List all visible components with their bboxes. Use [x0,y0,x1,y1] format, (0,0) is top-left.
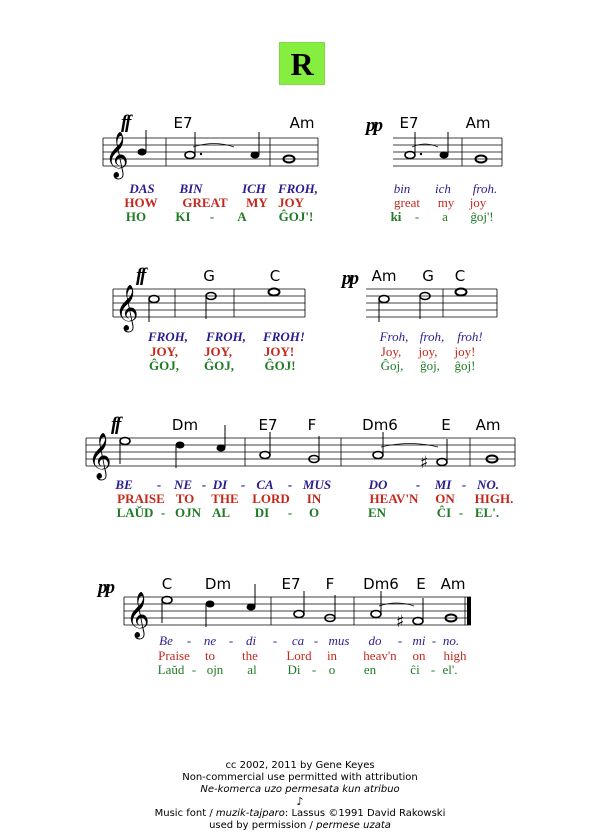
lyric-epo: LAŬD [116,505,154,520]
lyric-eo: NE [173,477,193,492]
lyric-en: THE [211,491,239,506]
lyric-eo: - [272,633,278,648]
lyric-en: joy, [418,344,438,359]
lyric-eo: - [186,633,192,648]
lyric-epo: el'. [442,662,458,677]
lyric-eo: FROH, [205,329,247,344]
lyric-epo: Di [287,662,301,677]
lyric-epo: O [308,505,320,520]
lyric-en: JOY, [149,344,179,359]
chord-symbol: Am [371,267,397,285]
dynamic-fortissimo: ff [111,414,120,435]
lyric-epo: ĝoj! [454,358,476,373]
lyric-eo: no. [442,633,460,648]
lyric-eo: - [287,477,293,492]
lyric-eo: NO. [476,477,500,492]
lyric-epo: - [209,209,215,224]
section-letter-badge: R [279,42,325,85]
lyric-epo: Laŭd [157,662,185,677]
chord-symbol: G [422,267,434,285]
lyric-eo: ca [291,633,305,648]
chord-symbol: E [416,575,426,593]
chord-symbol: E [441,416,451,434]
chord-symbol: C [269,267,281,285]
chord-symbol: Dm [204,575,232,593]
lyric-en: JOY [278,195,304,210]
lyric-en: IN [306,491,322,506]
lyric-epo: al [247,662,257,677]
dynamic-pianissimo: pp [98,577,113,598]
lyric-eo: Be [159,633,173,648]
lyric-eo: - [461,477,467,492]
lyric-eo: DI [212,477,228,492]
lyric-epo: ĝoj, [420,358,440,373]
treble-clef-icon: 𝄞 [126,592,150,638]
lyric-en: PRAISE [117,491,165,506]
lyric-eo: - [156,477,162,492]
copyright-line: cc 2002, 2011 by Gene Keyes [225,760,375,771]
lyric-en: heav'n [363,648,397,663]
lyric-en: LORD [252,491,290,506]
lyric-eo: - [201,477,207,492]
sharp-icon: ♯ [396,612,405,632]
lyric-eo: FROH, [277,181,319,196]
final-barline [467,597,471,625]
lyric-epo: - [191,662,197,677]
dynamic-fortissimo: ff [121,112,130,133]
chord-symbol: C [161,575,173,593]
lyric-eo: Froh, [379,329,409,344]
lyric-en: to [204,648,216,663]
lyric-en: Lord [286,648,312,663]
permission-line: used by permission / permese uzata [209,820,391,831]
chord-symbol: Am [475,416,501,434]
sharp-icon: ♯ [420,453,429,473]
lyric-eo: BE [115,477,133,492]
lyric-eo: FROH! [263,329,305,344]
lyric-epo: ĜOJ, [149,358,179,373]
lyric-en: great [394,195,420,210]
license-line: Non-commercial use permitted with attribution [182,772,418,783]
lyric-epo: ĈI [436,505,452,520]
lyric-eo: mus [328,633,350,648]
lyric-en: ON [435,491,455,506]
chord-symbol: G [203,267,215,285]
lyric-en: the [242,648,258,663]
lyric-en: GREAT [182,195,228,210]
lyric-epo: ĜOJ! [264,358,296,373]
treble-clef-icon: 𝄞 [105,132,129,178]
lyric-eo: froh! [457,329,483,344]
font-credit-line: Music font / muzik-tajparo: Lassus ©1991 David Rakowski [154,808,446,819]
lyric-epo: ĜOJ'! [278,209,314,224]
lyric-eo: ICH [242,181,266,196]
dynamic-pianissimo: pp [342,268,357,289]
lyric-eo: mi [412,633,426,648]
lyric-en: HEAV'N [369,491,419,506]
chord-symbol: Am [440,575,466,593]
treble-clef-icon: 𝄞 [88,433,112,479]
lyric-eo: bin [393,181,411,196]
lyric-en: in [326,648,338,663]
lyric-eo: froh. [472,181,498,196]
lyric-epo: - [458,505,464,520]
lyric-en: my [437,195,455,210]
lyric-eo: di [245,633,257,648]
lyric-epo: EL'. [474,505,500,520]
chord-symbol: Am [465,114,491,132]
lyric-en: high [443,648,467,663]
lyric-epo: ĝoj'! [470,209,494,224]
lyric-en: JOY, [203,344,233,359]
lyric-eo: MUS [302,477,332,492]
lyric-eo: ich [435,181,451,196]
lyric-epo: - [287,505,293,520]
lyric-epo: ojn [206,662,224,677]
treble-clef-icon: 𝄞 [115,285,139,331]
lyric-en: TO [175,491,195,506]
lyric-epo: - [311,662,317,677]
lyric-en: JOY! [263,344,295,359]
lyric-epo: - [414,209,420,224]
dynamic-fortissimo: ff [136,265,145,286]
lyric-en: HIGH. [474,491,514,506]
chord-symbol: E7 [399,114,419,132]
lyric-epo: en [363,662,377,677]
chord-symbol: Am [289,114,315,132]
chord-symbol: C [454,267,466,285]
lyric-eo: froh, [419,329,445,344]
lyric-eo: DO [368,477,388,492]
lyric-en: MY [246,195,268,210]
lyric-epo: ĜOJ, [204,358,234,373]
chord-symbol: F [325,575,335,593]
dynamic-pianissimo: pp [366,115,381,136]
lyric-en: joy [469,195,487,210]
lyric-eo: CA [256,477,274,492]
lyric-eo: - [397,633,403,648]
lyric-epo: Ĝoj, [380,358,404,373]
lyric-eo: - [415,477,421,492]
chord-symbol: F [307,416,317,434]
lyric-epo: A [237,209,247,224]
lyric-eo: - [240,477,246,492]
lyric-epo: - [430,662,436,677]
chord-symbol: Dm6 [363,575,399,593]
lyric-eo: BIN [179,181,203,196]
lyric-epo: ĉi [410,662,420,677]
lyric-eo: ne [203,633,217,648]
lyric-en: Praise [158,648,190,663]
chord-symbol: E7 [258,416,278,434]
lyric-epo: a [442,209,448,224]
license-line-eo: Ne-komerca uzo permesata kun atribuo [200,784,400,795]
lyric-eo: - [431,633,437,648]
lyric-epo: KI [175,209,191,224]
music-note-icon: ♪ [296,795,304,808]
lyric-eo: - [228,633,234,648]
lyric-eo: DAS [129,181,155,196]
chord-symbol: E7 [173,114,193,132]
lyric-eo: MI [434,477,452,492]
lyric-epo: OJN [175,505,201,520]
lyric-epo: ki [390,209,402,224]
lyric-eo: FROH, [147,329,189,344]
credits-block [0,760,600,832]
lyric-epo: HO [125,209,147,224]
lyric-epo: AL [211,505,231,520]
lyric-en: HOW [124,195,158,210]
chord-symbol: E7 [281,575,301,593]
chord-symbol: Dm6 [362,416,398,434]
lyric-epo: EN [367,505,387,520]
lyric-epo: DI [254,505,270,520]
lyric-en: joy! [454,344,476,359]
lyric-epo: o [328,662,336,677]
lyric-en: on [412,648,426,663]
lyric-eo: do [368,633,382,648]
lyric-epo: - [160,505,166,520]
chord-symbol: Dm [171,416,199,434]
lyric-eo: - [313,633,319,648]
lyric-en: Joy, [380,344,402,359]
